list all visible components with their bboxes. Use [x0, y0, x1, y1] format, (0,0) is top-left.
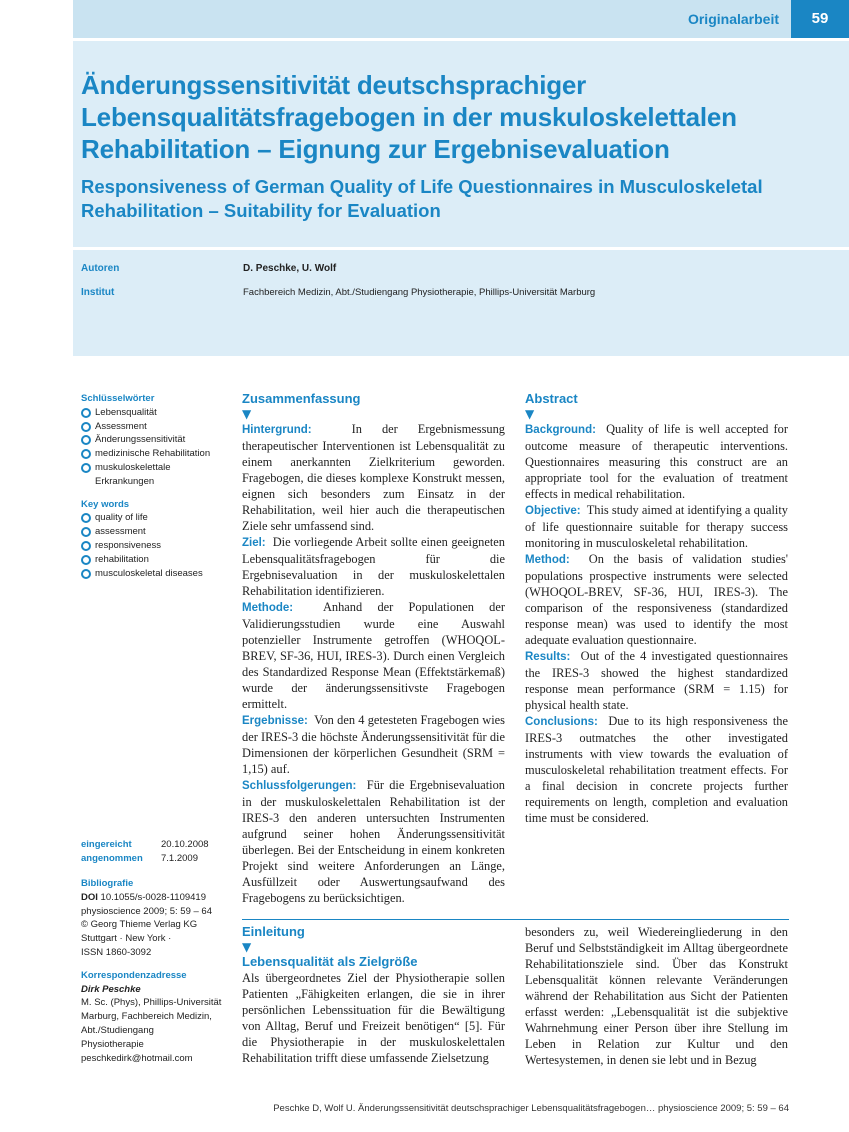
doi: 10.1055/s-0028-1109419 — [100, 891, 207, 903]
triangle-icon: ▼ — [525, 407, 535, 421]
institute: Fachbereich Medizin, Abt./Studiengang Physiotherapie, Phillips-Universität Marburg — [243, 287, 596, 298]
section-label: Hintergrund: — [242, 424, 312, 436]
abstract-section — [525, 502, 788, 551]
dates-block — [81, 838, 209, 866]
abstract-section — [242, 712, 505, 777]
triangle-icon: ▼ — [242, 940, 252, 954]
keyword-item — [81, 461, 231, 489]
doi-label: DOI — [81, 891, 98, 903]
bullet-icon — [81, 513, 91, 523]
page-number: 59 — [791, 0, 849, 38]
section-text: Für die Ergebnisevaluation in der muskuloskelettalen Rehabilitation ist der IRES-3 den anderen untersuchten Instrumenten aufgrund seiner hohen Änderungssensitivität überlegen. Bei der Entscheidung in einem konkreten Projekt sind weitere Anforderungen an Länge, Ausfüllzeit oder Auswertungsaufwand des Fragebogens zu berücksichtigen. — [242, 778, 505, 905]
abstract-section — [242, 777, 505, 906]
keyword-label: musculoskeletal diseases — [95, 567, 203, 579]
keywords-de-list — [81, 406, 231, 489]
introduction-text-left: Als übergeordnetes Ziel der Physiotherapie sollen Patienten „Fähigkeiten erlangen, die sie in ihrer persönlichen Lebenssituation für die Bewältigung von Alltag, Beruf und Freizeit benötigen“ [5]. Für die Physiotherapie in der muskuloskelettalen Rehabilitation trifft diese umfassende Zielsetzung — [242, 971, 505, 1065]
section-label: Ergebnisse: — [242, 715, 308, 727]
keyword-label: Änderungssensitivität — [95, 434, 186, 446]
section-label: Objective: — [525, 505, 581, 517]
bibliography-block — [81, 877, 231, 1065]
corr-line: Physiotherapie — [81, 1038, 144, 1050]
zusammenfassung-body — [242, 421, 505, 906]
section-text: This study aimed at identifying a quality of life questionnaire suitable for therapy success monitoring in musculoskeletal rehabilitation. — [525, 503, 788, 550]
bullet-icon — [81, 422, 91, 432]
accepted-label: angenommen — [81, 853, 143, 864]
abstract-section — [525, 421, 788, 502]
abstract-section — [525, 713, 788, 826]
introduction-heading: Einleitung — [242, 924, 305, 939]
corr-line: Marburg, Fachbereich Medizin, — [81, 1011, 212, 1023]
bullet-icon — [81, 408, 91, 418]
section-label: Results: — [525, 651, 571, 663]
keyword-item — [81, 553, 231, 567]
bullet-icon — [81, 569, 91, 579]
section-text: Due to its high responsiveness the IRES-3 outmatches the other investigated instruments with view towards the evaluation of musculoskeletal rehabilitation treatment effects. For a final decision in concrete projects further requirements on length, completion and evaluation time must be considered. — [525, 714, 788, 825]
section-text: Die vorliegende Arbeit sollte einen geeigneten Lebensqualitätsfragebogen für die Ergebnisevaluation in der muskuloskelettalen Rehabilitation identifizieren. — [242, 535, 505, 598]
keyword-item — [81, 433, 231, 447]
keyword-item — [81, 420, 231, 434]
keywords-de-heading: Schlüsselwörter — [81, 393, 155, 404]
section-label: Method: — [525, 554, 570, 566]
keyword-label: assessment — [95, 526, 146, 538]
keyword-label: muskuloskelettale Erkrankungen — [95, 461, 171, 487]
section-text: On the basis of validation studies' populations prospective instruments were selected (WHOQOL-BREV, SF-36, HUI, IRES-3). The comparison of the responsiveness (standardized response mean) was used to identify the most adequate evaluation questionnaire. — [525, 552, 788, 647]
header-band — [73, 0, 849, 38]
section-label: Conclusions: — [525, 716, 598, 728]
corr-line: M. Sc. (Phys), Phillips-Universität — [81, 997, 222, 1009]
submitted-date: 20.10.2008 — [161, 839, 209, 850]
section-text: Out of the 4 investigated questionnaires the IRES-3 showed the highest standardized response mean performance (SRM = 1.15) for physical health state. — [525, 649, 788, 712]
email: peschkedirk@hotmail.com — [81, 1052, 193, 1064]
bib-line: physioscience 2009; 5: 59 – 64 — [81, 905, 212, 917]
title-german: Änderungssensitivität deutschsprachiger Lebensqualitätsfragebogen in der muskuloskelettalen Rehabilitation – Eignung zur Ergebnisevaluation — [81, 70, 737, 164]
correspondence-heading: Korrespondenzadresse — [81, 969, 187, 981]
section-text: In der Ergebnismessung therapeutischer Interventionen ist Lebensqualität zu einem anerkannten Zielkriterium geworden. Fragebogen, die dieses komplexe Konstrukt messen, eignen sich besonders zum Einsatz in der Rehabilitation, weil hier auch die therapeutischen Ziele sehr umfassend sind. — [242, 422, 505, 533]
bullet-icon — [81, 541, 91, 551]
abstract-section — [242, 421, 505, 534]
divider — [242, 919, 789, 920]
section-text: Quality of life is well accepted for outcome measure of therapeutic interventions. Questionnaires measuring this construct are an appropriate tool for the evaluation of treatment effects in medical rehabilitation. — [525, 422, 788, 501]
abstract-section — [525, 551, 788, 648]
page-footer: Peschke D, Wolf U. Änderungssensitivität deutschsprachiger Lebensqualitätsfragebogen… physioscience 2009; 5: 59 – 64 — [273, 1103, 789, 1114]
keywords-en-list — [81, 511, 231, 580]
bullet-icon — [81, 555, 91, 565]
triangle-icon: ▼ — [242, 407, 252, 421]
institute-label: Institut — [81, 287, 115, 298]
keyword-label: rehabilitation — [95, 553, 149, 565]
keyword-item — [81, 539, 231, 553]
introduction-left — [242, 924, 505, 1066]
keyword-label: medizinische Rehabilitation — [95, 448, 211, 460]
section-label: Background: — [525, 424, 596, 436]
bib-line: ISSN 1860-3092 — [81, 946, 152, 958]
correspondence-name: Dirk Peschke — [81, 983, 141, 995]
introduction-right — [525, 924, 788, 1068]
section-label: Schlussfolgerungen: — [242, 780, 357, 792]
abstract-body — [525, 421, 788, 826]
abstract-section — [242, 534, 505, 599]
accepted-date: 7.1.2009 — [161, 853, 198, 864]
authors-label: Autoren — [81, 263, 120, 274]
keyword-label: Assessment — [95, 420, 147, 432]
abstract — [525, 391, 788, 826]
abstract-section — [242, 599, 505, 712]
abstract-heading: Abstract — [525, 391, 578, 406]
title-block — [73, 41, 849, 247]
keyword-item — [81, 511, 231, 525]
authors: D. Peschke, U. Wolf — [243, 263, 337, 274]
bib-line: © Georg Thieme Verlag KG — [81, 919, 198, 931]
corr-line: Abt./Studiengang — [81, 1024, 154, 1036]
submitted-label: eingereicht — [81, 839, 132, 850]
keywords-sidebar — [81, 392, 231, 580]
keyword-item — [81, 525, 231, 539]
section-text: Von den 4 getesteten Fragebogen wies der IRES-3 die höchste Änderungssensitivität für die Dimensionen der körperlichen Gesundheit (SRM = 1,15) auf. — [242, 713, 505, 776]
author-block — [73, 250, 849, 356]
abstract-section — [525, 648, 788, 713]
introduction-subheading: Lebensqualität als Zielgröße — [242, 954, 418, 969]
bullet-icon — [81, 527, 91, 537]
bullet-icon — [81, 449, 91, 459]
keyword-item — [81, 567, 231, 581]
section-label: Originalarbeit — [687, 11, 779, 27]
keyword-label: Lebensqualität — [95, 406, 157, 418]
section-label: Ziel: — [242, 537, 266, 549]
bib-line: Stuttgart · New York · — [81, 933, 172, 945]
zusammenfassung-heading: Zusammenfassung — [242, 391, 361, 406]
introduction-text-right: besonders zu, weil Wiedereingliederung in den Beruf und Selbstständigkeit im Alltag übergeordnete Rehabilitationsziele sind. Über das Konstrukt Lebensqualität können relevante Veränderungen während der Rehabilitation aus Sicht der Patienten erfasst werden: „Lebensqualität ist die subjektive Wahrnehmung einer Person über ihre Stellung im Leben in Relation zur Kultur und den Wertesystemen, in denen sie lebt und in Bezug — [525, 925, 788, 1067]
keywords-en-heading: Key words — [81, 498, 130, 510]
keyword-label: responsiveness — [95, 539, 162, 551]
title-english: Responsiveness of German Quality of Life Questionnaires in Musculoskeletal Rehabilitation – Suitability for Evaluation — [81, 176, 763, 221]
section-label: Methode: — [242, 602, 294, 614]
bullet-icon — [81, 463, 91, 473]
keyword-label: quality of life — [95, 512, 148, 524]
bullet-icon — [81, 435, 91, 445]
bibliography-heading: Bibliografie — [81, 878, 134, 889]
zusammenfassung — [242, 391, 505, 906]
keyword-item — [81, 447, 231, 461]
section-text: Anhand der Populationen der Validierungsstudien wurde eine Auswahl potenzieller Instrumente getroffen (WHOQOL-BREV, SF-36, HUI, IRES-3). Durch einen Vergleich des Standardized Response Mean (Effektstärkemaß) wurde der änderungssensitivste Fragebogen ermittelt. — [242, 600, 505, 711]
keyword-item — [81, 406, 231, 420]
